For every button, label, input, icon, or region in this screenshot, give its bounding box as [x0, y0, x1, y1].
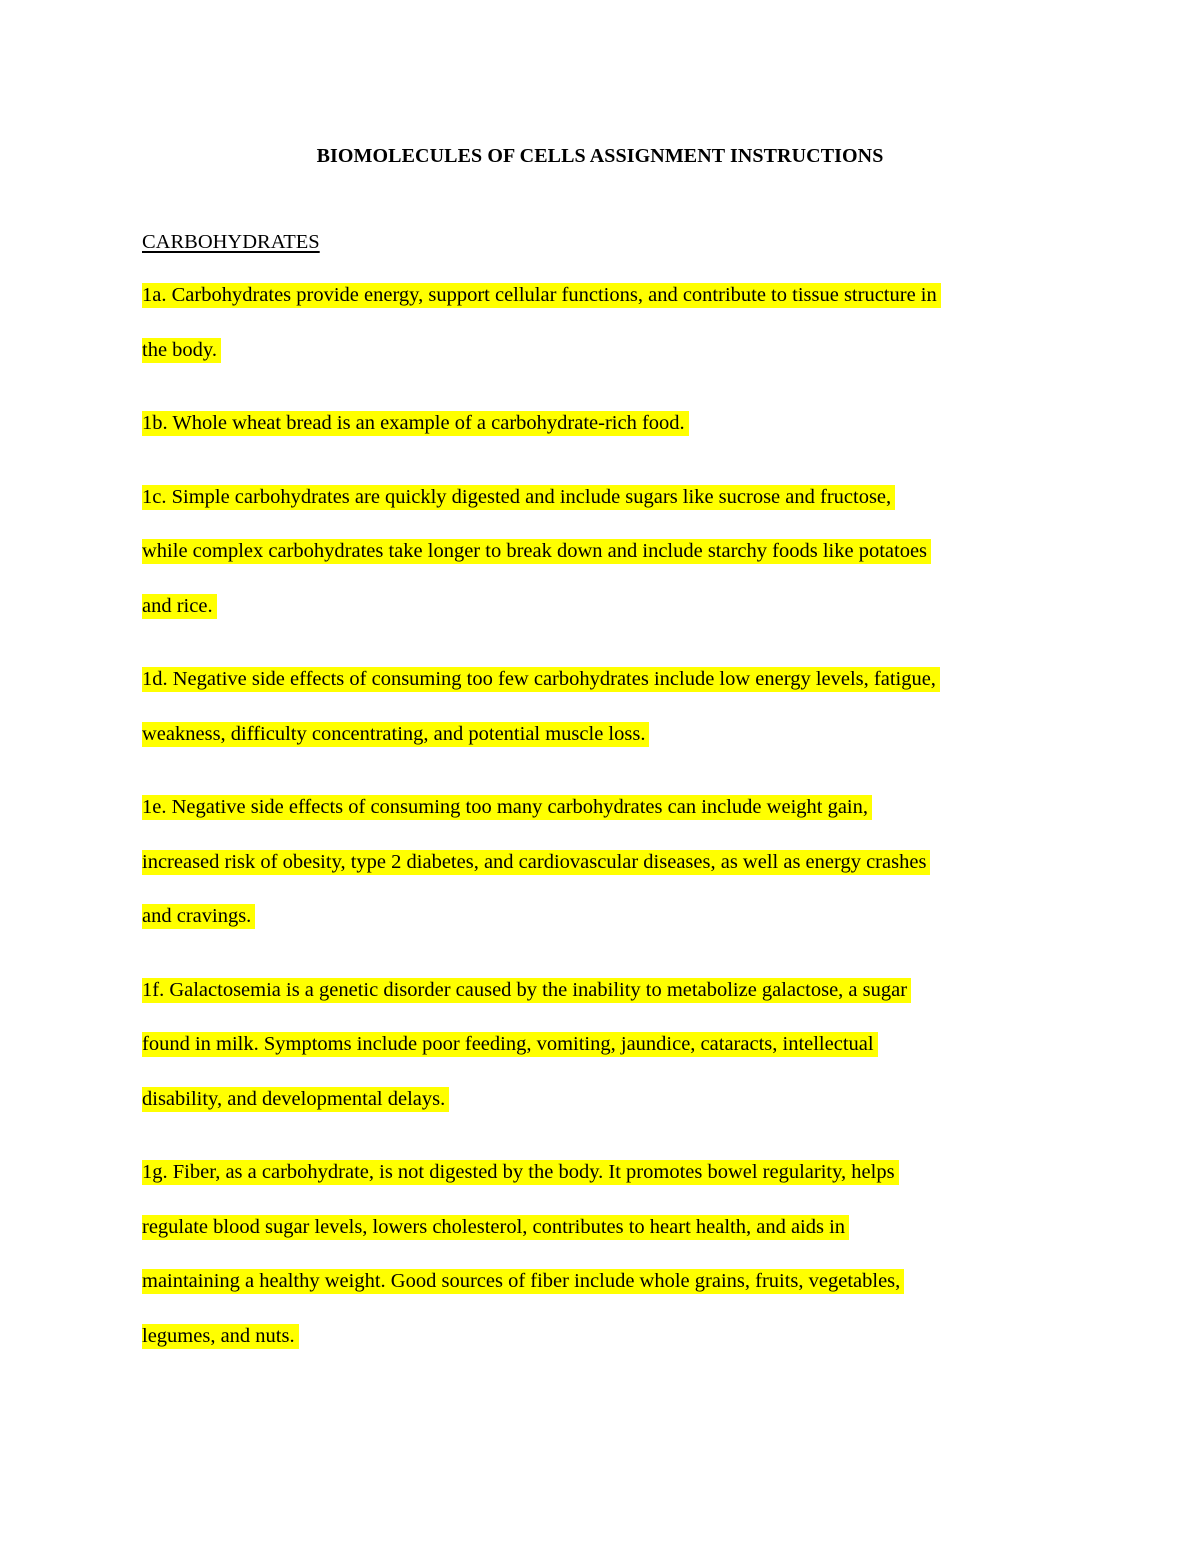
section-heading-carbohydrates: CARBOHYDRATES	[142, 231, 320, 253]
answer-1b	[142, 396, 1082, 451]
answer-1a-line-1: 1a. Carbohydrates provide energy, support cellular functions, and contribute to tissue structure in	[142, 283, 941, 308]
answer-1f-line-2: found in milk. Symptoms include poor feeding, vomiting, jaundice, cataracts, intellectual	[142, 1032, 878, 1057]
answer-1e	[142, 780, 1082, 944]
answer-1e-line-3: and cravings.	[142, 904, 255, 929]
answer-1d	[142, 652, 1082, 761]
answers-list	[142, 268, 1082, 1382]
answer-1b-line-1: 1b. Whole wheat bread is an example of a carbohydrate-rich food.	[142, 411, 689, 436]
answer-1d-line-2: weakness, difficulty concentrating, and potential muscle loss.	[142, 722, 649, 747]
answer-1g-line-1: 1g. Fiber, as a carbohydrate, is not digested by the body. It promotes bowel regularity, helps	[142, 1160, 899, 1185]
answer-1f-line-3: disability, and developmental delays.	[142, 1087, 449, 1112]
answer-1a	[142, 268, 1082, 377]
answer-1g-line-2: regulate blood sugar levels, lowers cholesterol, contributes to heart health, and aids in	[142, 1215, 849, 1240]
answer-1e-line-1: 1e. Negative side effects of consuming too many carbohydrates can include weight gain,	[142, 795, 872, 820]
answer-1c-line-1: 1c. Simple carbohydrates are quickly digested and include sugars like sucrose and fructose,	[142, 485, 895, 510]
answer-1g-line-4: legumes, and nuts.	[142, 1324, 299, 1349]
answer-1d-line-1: 1d. Negative side effects of consuming too few carbohydrates include low energy levels, fatigue,	[142, 667, 940, 692]
answer-1c-line-3: and rice.	[142, 594, 217, 619]
document-title: BIOMOLECULES OF CELLS ASSIGNMENT INSTRUCTIONS	[316, 145, 884, 167]
answer-1g-line-3: maintaining a healthy weight. Good sources of fiber include whole grains, fruits, vegetables,	[142, 1269, 904, 1294]
answer-1a-line-2: the body.	[142, 338, 221, 363]
answer-1c-line-2: while complex carbohydrates take longer to break down and include starchy foods like potatoes	[142, 539, 931, 564]
answer-1e-line-2: increased risk of obesity, type 2 diabetes, and cardiovascular diseases, as well as energy crashes	[142, 850, 930, 875]
answer-1c	[142, 470, 1082, 634]
answer-1g	[142, 1145, 1082, 1363]
answer-1f	[142, 963, 1082, 1127]
answer-1f-line-1: 1f. Galactosemia is a genetic disorder caused by the inability to metabolize galactose, a sugar	[142, 978, 911, 1003]
